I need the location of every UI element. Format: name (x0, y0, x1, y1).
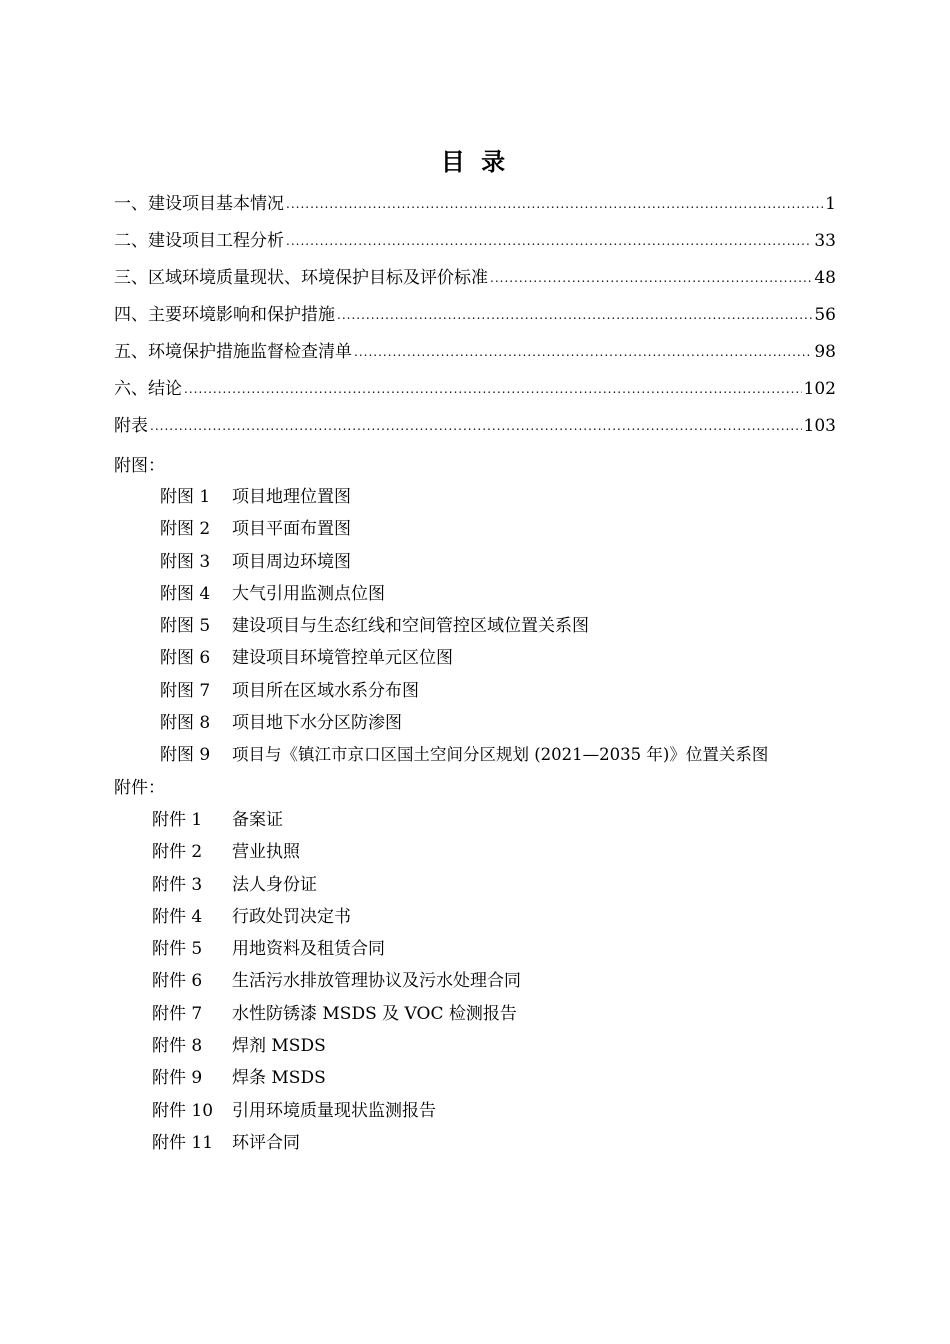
toc-entry[interactable] (114, 186, 836, 223)
toc-entry[interactable] (114, 371, 836, 408)
toc-leader-dots (286, 223, 812, 260)
toc-leader-dots (490, 260, 812, 297)
figure-item[interactable] (160, 546, 768, 578)
toc-entry-label: 四、主要环境影响和保护措施 (114, 305, 335, 325)
toc-entry[interactable] (114, 334, 836, 371)
attachment-title: 生活污水排放管理协议及污水处理合同 (232, 971, 521, 992)
toc-entry-page: 56 (814, 305, 836, 325)
toc-entry-page: 48 (814, 268, 836, 288)
attachment-title: 引用环境质量现状监测报告 (232, 1100, 436, 1121)
toc-entry-page: 33 (814, 231, 836, 251)
attachment-title: 焊剂 MSDS (232, 1036, 326, 1057)
attachment-number: 附件 9 (152, 1068, 203, 1089)
figures-list (160, 481, 768, 772)
figure-item[interactable] (160, 642, 768, 674)
attachment-number: 附件 5 (152, 939, 203, 960)
attachment-item[interactable] (152, 869, 521, 901)
attachment-item[interactable] (152, 965, 521, 997)
figures-heading: 附图： (114, 456, 165, 476)
figure-title: 大气引用监测点位图 (232, 583, 385, 604)
toc-entry-label: 三、区域环境质量现状、环境保护目标及评价标准 (114, 268, 488, 288)
attachment-number: 附件 2 (152, 842, 203, 863)
attachment-item[interactable] (152, 933, 521, 965)
toc-entry-page: 98 (814, 342, 836, 362)
toc-leader-dots (286, 186, 823, 223)
toc-entry[interactable] (114, 408, 836, 445)
toc-entry[interactable] (114, 223, 836, 260)
toc-entry[interactable] (114, 260, 836, 297)
figure-title: 项目所在区域水系分布图 (232, 680, 419, 701)
figure-item[interactable] (160, 675, 768, 707)
toc-entry-label: 六、结论 (114, 379, 182, 399)
attachment-number: 附件 3 (152, 874, 203, 895)
attachment-item[interactable] (152, 1030, 521, 1062)
figure-title: 项目周边环境图 (232, 551, 351, 572)
attachment-number: 附件 6 (152, 971, 203, 992)
toc-entry[interactable] (114, 297, 836, 334)
table-of-contents (114, 186, 836, 445)
attachment-item[interactable] (152, 1062, 521, 1094)
attachment-number: 附件 11 (152, 1132, 214, 1153)
figure-number: 附图 9 (160, 745, 211, 766)
attachment-item[interactable] (152, 836, 521, 868)
attachment-title: 营业执照 (232, 842, 300, 863)
attachment-title: 环评合同 (232, 1132, 300, 1153)
attachment-item[interactable] (152, 901, 521, 933)
figure-title: 建设项目与生态红线和空间管控区域位置关系图 (232, 616, 589, 637)
attachment-title: 行政处罚决定书 (232, 906, 351, 927)
attachment-title: 用地资料及租赁合同 (232, 939, 385, 960)
figure-item[interactable] (160, 513, 768, 545)
attachment-title: 焊条 MSDS (232, 1068, 326, 1089)
figure-item[interactable] (160, 739, 768, 771)
attachment-number: 附件 7 (152, 1003, 203, 1024)
attachment-title: 水性防锈漆 MSDS 及 VOC 检测报告 (232, 1003, 517, 1024)
attachment-number: 附件 1 (152, 810, 203, 830)
toc-leader-dots (184, 371, 802, 408)
figure-number: 附图 5 (160, 616, 211, 637)
toc-entry-page: 103 (803, 416, 836, 436)
attachment-number: 附件 8 (152, 1036, 203, 1057)
attachment-title: 法人身份证 (232, 874, 317, 895)
attachment-title: 备案证 (232, 810, 283, 830)
figure-number: 附图 6 (160, 648, 211, 669)
figure-number: 附图 8 (160, 713, 211, 734)
attachments-list (152, 804, 521, 1159)
figure-title: 项目地理位置图 (232, 487, 351, 507)
figure-number: 附图 3 (160, 551, 211, 572)
figure-number: 附图 4 (160, 583, 211, 604)
figure-item[interactable] (160, 481, 768, 513)
attachment-item[interactable] (152, 1095, 521, 1127)
figure-number: 附图 1 (160, 487, 211, 507)
figure-title: 项目平面布置图 (232, 519, 351, 540)
figure-item[interactable] (160, 578, 768, 610)
attachments-heading: 附件： (114, 778, 165, 798)
figure-number: 附图 7 (160, 680, 211, 701)
toc-entry-label: 附表 (114, 416, 148, 436)
toc-leader-dots (150, 408, 802, 445)
attachment-number: 附件 4 (152, 906, 203, 927)
toc-entry-page: 1 (825, 194, 836, 214)
attachment-item[interactable] (152, 804, 521, 836)
figure-title: 项目与《镇江市京口区国土空间分区规划 (2021—2035 年)》位置关系图 (232, 745, 769, 765)
toc-leader-dots (354, 334, 812, 371)
page-title: 目 录 (440, 148, 510, 176)
toc-entry-label: 五、环境保护措施监督检查清单 (114, 342, 352, 362)
attachment-item[interactable] (152, 998, 521, 1030)
toc-entry-label: 二、建设项目工程分析 (114, 231, 284, 251)
figure-item[interactable] (160, 610, 768, 642)
figure-item[interactable] (160, 707, 768, 739)
figure-title: 项目地下水分区防渗图 (232, 713, 402, 734)
toc-entry-label: 一、建设项目基本情况 (114, 194, 284, 214)
attachment-number: 附件 10 (152, 1100, 214, 1121)
figure-number: 附图 2 (160, 519, 211, 540)
figure-title: 建设项目环境管控单元区位图 (232, 648, 453, 669)
toc-leader-dots (337, 297, 812, 334)
toc-entry-page: 102 (803, 379, 836, 399)
attachment-item[interactable] (152, 1127, 521, 1159)
